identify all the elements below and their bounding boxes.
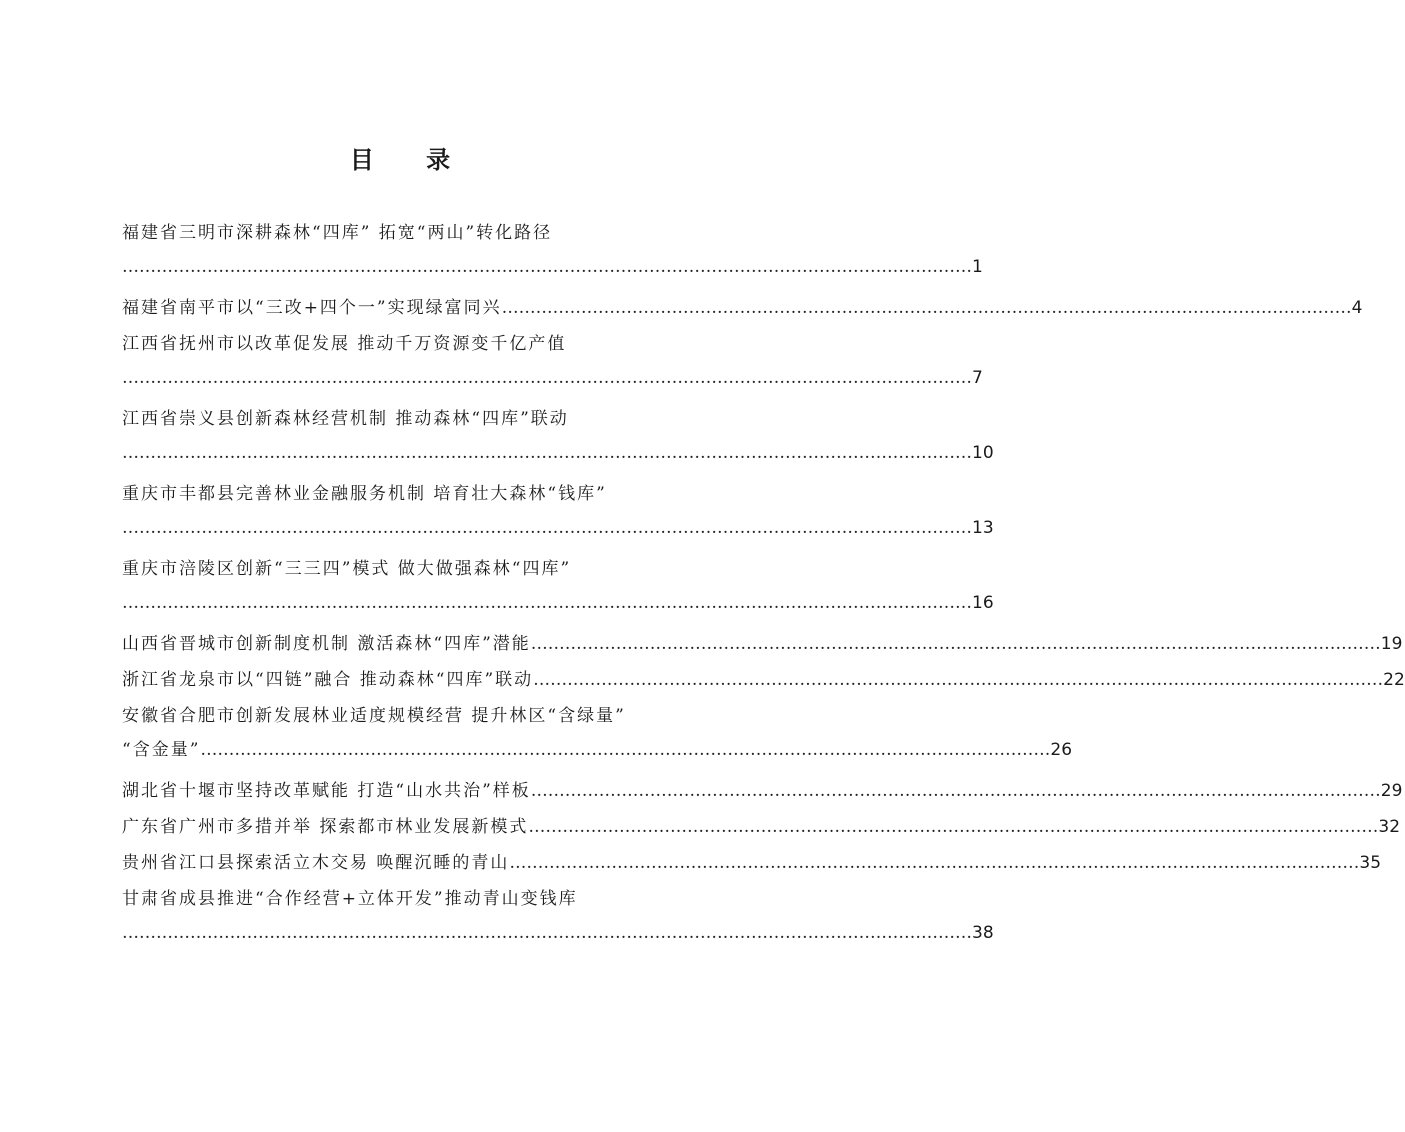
- toc-page-number: 26: [1050, 740, 1073, 760]
- toc-entry[interactable]: [122, 329, 983, 394]
- dot-leader: ……………………………………………………………………………………………………………………………………: [200, 740, 1051, 760]
- toc-page-number: 10: [972, 443, 994, 463]
- toc-entry-title-continued: “含金量”: [122, 740, 201, 760]
- toc-page-number: 13: [972, 518, 994, 538]
- page-title: 目 录: [349, 145, 473, 174]
- toc-page-number: 19: [1380, 634, 1403, 654]
- toc-entry[interactable]: [122, 218, 983, 283]
- toc-entry[interactable]: [122, 884, 994, 949]
- dot-leader: ……………………………………………………………………………………………………………………………………: [122, 518, 972, 538]
- toc-page-number: 16: [972, 593, 994, 613]
- toc-entry[interactable]: [122, 776, 1403, 807]
- dot-leader: ……………………………………………………………………………………………………………………………………: [122, 443, 972, 463]
- toc-entry-title: 重庆市涪陵区创新“三三四”模式 做大做强森林“四库”: [122, 559, 572, 579]
- toc-entry-title: 浙江省龙泉市以“四链”融合 推动森林“四库”联动: [122, 670, 534, 690]
- toc-page-number: 7: [972, 368, 983, 388]
- toc-page-number: 35: [1359, 853, 1382, 873]
- toc-page-number: 29: [1380, 781, 1403, 801]
- toc-entry[interactable]: [122, 812, 1401, 843]
- toc-entry[interactable]: [122, 554, 994, 619]
- dot-leader: ……………………………………………………………………………………………………………………………………: [122, 593, 972, 613]
- dot-leader: ……………………………………………………………………………………………………………………………………: [528, 817, 1379, 837]
- table-of-contents: [122, 218, 1405, 959]
- toc-page-number: 1: [972, 257, 983, 277]
- toc-entry[interactable]: [122, 479, 994, 544]
- toc-entry[interactable]: [122, 404, 994, 469]
- toc-page-number: 32: [1378, 817, 1401, 837]
- toc-entry-title: 重庆市丰都县完善林业金融服务机制 培育壮大森林“钱库”: [122, 484, 607, 504]
- toc-entry-title: 甘肃省成县推进“合作经营+立体开发”推动青山变钱库: [122, 889, 578, 909]
- toc-entry[interactable]: [122, 629, 1403, 660]
- toc-entry-title: 江西省抚州市以改革促发展 推动千万资源变千亿产值: [122, 334, 567, 354]
- toc-page-number: 4: [1351, 298, 1363, 318]
- dot-leader: ……………………………………………………………………………………………………………………………………: [530, 781, 1381, 801]
- toc-entry-title: 贵州省江口县探索活立木交易 唤醒沉睡的青山: [122, 853, 510, 873]
- toc-entry-title: 湖北省十堰市坚持改革赋能 打造“山水共治”样板: [122, 781, 531, 801]
- dot-leader: ……………………………………………………………………………………………………………………………………: [530, 634, 1381, 654]
- dot-leader: ……………………………………………………………………………………………………………………………………: [122, 923, 972, 943]
- toc-entry-title: 山西省晋城市创新制度机制 激活森林“四库”潜能: [122, 634, 531, 654]
- toc-entry[interactable]: [122, 293, 1363, 324]
- dot-leader: ……………………………………………………………………………………………………………………………………: [122, 257, 972, 277]
- toc-entry[interactable]: [122, 848, 1382, 879]
- dot-leader: ……………………………………………………………………………………………………………………………………: [501, 298, 1352, 318]
- toc-entry-title: 安徽省合肥市创新发展林业适度规模经营 提升林区“含绿量”: [122, 706, 626, 726]
- toc-page-number: 38: [972, 923, 994, 943]
- dot-leader: ……………………………………………………………………………………………………………………………………: [509, 853, 1360, 873]
- toc-entry[interactable]: [122, 701, 1073, 766]
- toc-entry-title: 福建省南平市以“三改+四个一”实现绿富同兴: [122, 298, 502, 318]
- toc-entry-title: 江西省崇义县创新森林经营机制 推动森林“四库”联动: [122, 409, 569, 429]
- toc-entry-title: 福建省三明市深耕森林“四库” 拓宽“两山”转化路径: [122, 223, 553, 243]
- toc-entry[interactable]: [122, 665, 1405, 696]
- dot-leader: ……………………………………………………………………………………………………………………………………: [122, 368, 972, 388]
- dot-leader: ……………………………………………………………………………………………………………………………………: [533, 670, 1384, 690]
- toc-page-number: 22: [1383, 670, 1405, 690]
- toc-entry-title: 广东省广州市多措并举 探索都市林业发展新模式: [122, 817, 529, 837]
